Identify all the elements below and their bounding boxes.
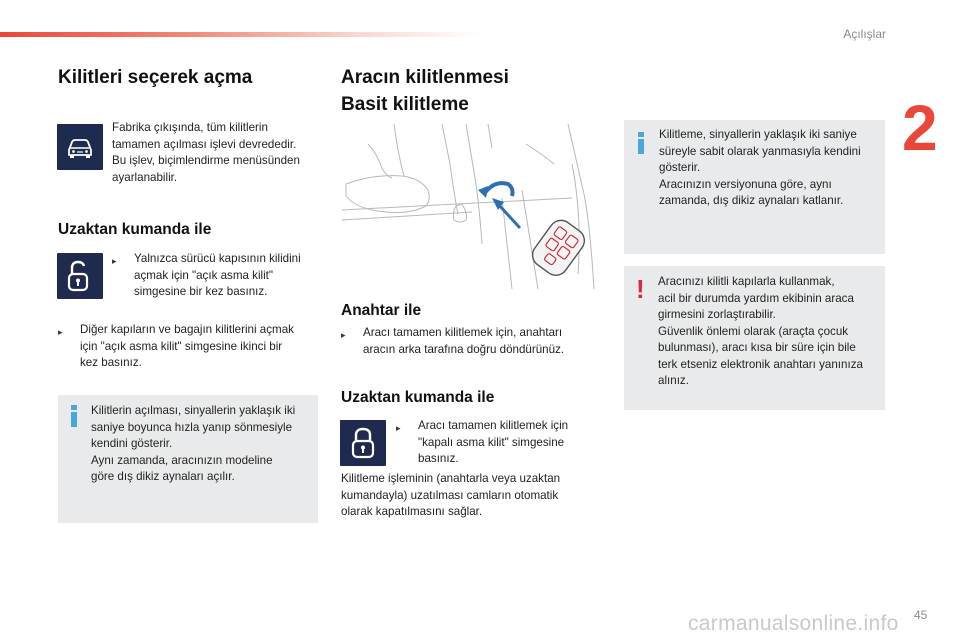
middle-remote-heading: Uzaktan kumanda ile [341, 389, 495, 406]
chapter-number: 2 [902, 92, 938, 164]
car-key-illustration [342, 124, 600, 289]
right-info-box [624, 120, 885, 254]
right-warning-box [624, 266, 885, 410]
bullet-icon: ▸ [112, 256, 117, 266]
remote-step-text: Aracı tamamen kilitlemek için "kapalı asma kilit" simgesine basınız. [418, 419, 569, 465]
bullet-icon: ▸ [341, 330, 346, 340]
watermark: carmanualsonline.info [688, 612, 899, 635]
left-intro-text: Fabrika çıkışında, tüm kilitlerin tamamen açılması işlevi devrededir. Bu işlev, biçimlendirme menüsünden ayarlanabilir. [112, 121, 300, 184]
left-info-box [58, 395, 318, 523]
right-warning-text: Aracınızı kilitli kapılarla kullanmak, acil bir durumda yardım ekibinin araca girmesini zorlaştırabilir. Güvenlik önlemi olarak (araçta çocuk bulunması), aracı kısa bir süre için bile terk etseniz elektronik anahtarı yanınıza alınız. [658, 275, 863, 387]
info-icon [69, 405, 79, 427]
page-number: 45 [914, 608, 928, 622]
padlock-closed-icon [340, 420, 386, 466]
left-info-text: Kilitlerin açılması, sinyallerin yaklaşık iki saniye boyunca hızla yanıp sönmesiyle kendini gösterir. Aynı zamanda, aracınızın modeline göre dış dikiz aynaları açılır. [91, 404, 296, 483]
warning-icon: ! [636, 274, 645, 304]
middle-note-text: Kilitleme işleminin (anahtarla veya uzaktan kumandayla) uzatılması camların otomatik olarak kapatılmasını sağlar. [341, 472, 561, 518]
info-icon [636, 132, 646, 154]
left-remote-heading: Uzaktan kumanda ile [58, 221, 212, 238]
header-accent-bar [0, 32, 480, 37]
right-info-text: Kilitleme, sinyallerin yaklaşık iki saniye süreyle sabit olarak yanmasıyla kendini gösterir. Aracınızın versiyonuna göre, aynı zamanda, dış dikiz aynaları katlanır. [659, 128, 861, 207]
bullet-icon: ▸ [396, 423, 401, 433]
key-heading: Anahtar ile [341, 302, 422, 319]
middle-title: Aracın kilitlenmesi Basit kilitleme [341, 67, 509, 115]
section-title: Açılışlar [843, 27, 886, 41]
left-step2-text: Diğer kapıların ve bagajın kilitlerini açmak için "açık asma kilit" simgesine ikinci bir kez basınız. [80, 323, 294, 369]
bullet-icon: ▸ [58, 327, 63, 337]
car-settings-icon [57, 124, 103, 170]
left-step1-text: Yalnızca sürücü kapısının kilidini açmak için "açık asma kilit" simgesine bir kez basınız. [134, 252, 301, 298]
key-step-text: Aracı tamamen kilitlemek için, anahtarı aracın arka tarafına doğru döndürünüz. [363, 326, 565, 356]
left-title: Kilitleri seçerek açma [58, 67, 253, 88]
padlock-open-icon [57, 253, 103, 299]
